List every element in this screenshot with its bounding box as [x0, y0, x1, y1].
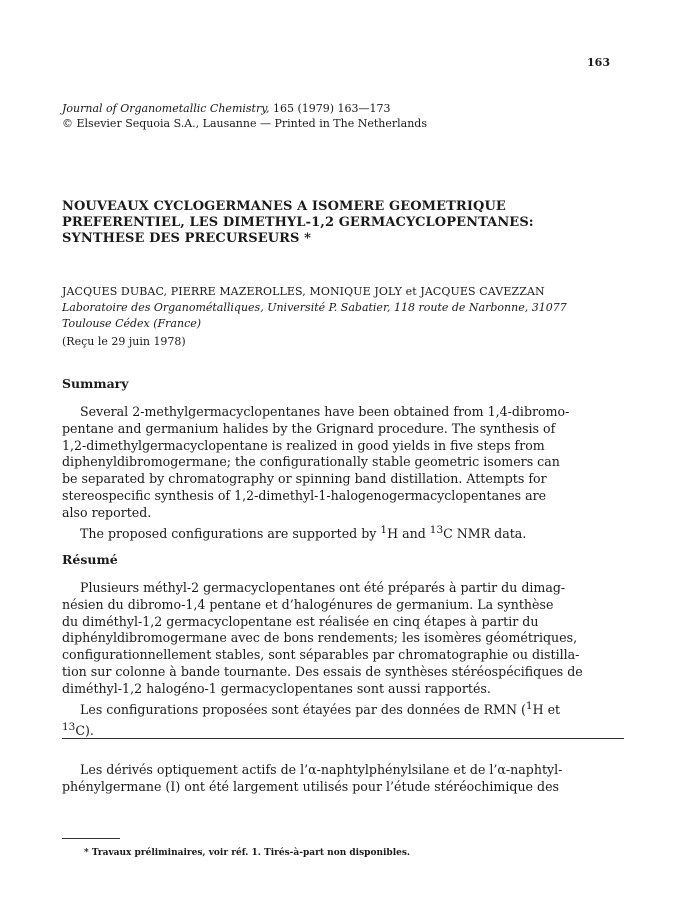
resume-line-rmn: [62, 698, 622, 719]
summary-line: also reported.: [62, 504, 152, 520]
summary-line: diphenyldibromogermane; the configurationally stable geometric isomers can: [62, 454, 560, 470]
journal-volume: 165 (1979) 163—173: [272, 102, 391, 115]
summary-text: [62, 404, 622, 543]
title-line-2: PREFERENTIEL, LES DIMETHYL-1,2 GERMACYCLOPENTANES:: [62, 215, 534, 230]
affiliation-line-2: Toulouse Cédex (France): [62, 317, 202, 330]
resume-line: configurationnellement stables, sont séparables par chromatographie ou distilla-: [62, 647, 580, 663]
resume-line: nésien du dibromo-1,4 pentane et d’halogénures de germanium. La synthèse: [62, 596, 554, 612]
summary-line-nmr: [62, 522, 622, 543]
summary-heading: Summary: [62, 376, 129, 391]
resume-line: du diméthyl-1,2 germacyclopentane est réalisée en cinq étapes à partir du: [62, 613, 539, 629]
article-title: [62, 199, 622, 247]
summary-line: Several 2-methylgermacyclopentanes have been obtained from 1,4-dibromo-: [80, 404, 570, 419]
summary-line: 1,2-dimethylgermacyclopentane is realized in good yields in five steps from: [62, 437, 545, 453]
resume-line: diphényldibromogermane avec de bons rendements; les isomères géométriques,: [62, 630, 578, 646]
body-line: Les dérivés optiquement actifs de l’α-naphtylphénylsilane et de l’α-naphtyl-: [80, 762, 563, 777]
body-text: [62, 762, 622, 796]
footnote: * Travaux préliminaires, voir réf. 1. Tirés-à-part non disponibles.: [84, 848, 411, 858]
resume-rmn-mid: H et: [532, 701, 561, 717]
summary-line: pentane and germanium halides by the Grignard procedure. The synthesis of: [62, 420, 556, 436]
summary-nmr-text: The proposed configurations are supported by: [80, 525, 381, 541]
journal-line-2: © Elsevier Sequoia S.A., Lausanne — Printed in The Netherlands: [62, 117, 427, 130]
resume-line: Plusieurs méthyl-2 germacyclopentanes ont été préparés à partir du dimag-: [80, 580, 566, 595]
resume-heading: Résumé: [62, 552, 118, 567]
journal-citation: [62, 101, 622, 131]
summary-line: be separated by chromatography or spinning band distillation. Attempts for: [62, 471, 547, 487]
author-block: [62, 284, 642, 350]
resume-sup-1: 1: [525, 699, 533, 712]
resume-line-c13: [62, 719, 622, 740]
title-line-3: SYNTHESE DES PRECURSEURS *: [62, 231, 312, 246]
summary-nmr-mid: H and: [387, 525, 430, 541]
summary-sup-13: 13: [429, 523, 444, 536]
resume-line: diméthyl-1,2 halogéno-1 germacyclopentanes sont aussi rapportés.: [62, 680, 491, 696]
summary-nmr-end: C NMR data.: [443, 525, 527, 541]
body-line: phénylgermane (I) ont été largement utilisés pour l’étude stéréochimique des: [62, 778, 559, 794]
journal-name: Journal of Organometallic Chemistry,: [62, 102, 270, 115]
section-divider: [62, 738, 624, 739]
journal-line-1: [62, 101, 622, 116]
affiliation-line-1: Laboratoire des Organométalliques, Université P. Sabatier, 118 route de Narbonne, 31077: [62, 301, 567, 314]
summary-line: stereospecific synthesis of 1,2-dimethyl-1-halogenogermacyclopentanes are: [62, 487, 547, 503]
received-date: (Reçu le 29 juin 1978): [62, 335, 186, 348]
page-number: 163: [587, 56, 610, 69]
summary-sup-1: 1: [380, 523, 388, 536]
resume-text: [62, 580, 622, 740]
resume-sup-13: 13: [62, 720, 76, 733]
title-line-1: NOUVEAUX CYCLOGERMANES A ISOMERE GEOMETRIQUE: [62, 199, 506, 214]
author-names: JACQUES DUBAC, PIERRE MAZEROLLES, MONIQUE JOLY et JACQUES CAVEZZAN: [62, 285, 545, 298]
resume-rmn-end: C).: [75, 722, 94, 738]
resume-line: tion sur colonne à bande tournante. Des essais de synthèses stéréospécifiques de: [62, 663, 583, 679]
footnote-rule: [62, 838, 120, 839]
resume-rmn-text: Les configurations proposées sont étayées par des données de RMN (: [80, 701, 526, 717]
